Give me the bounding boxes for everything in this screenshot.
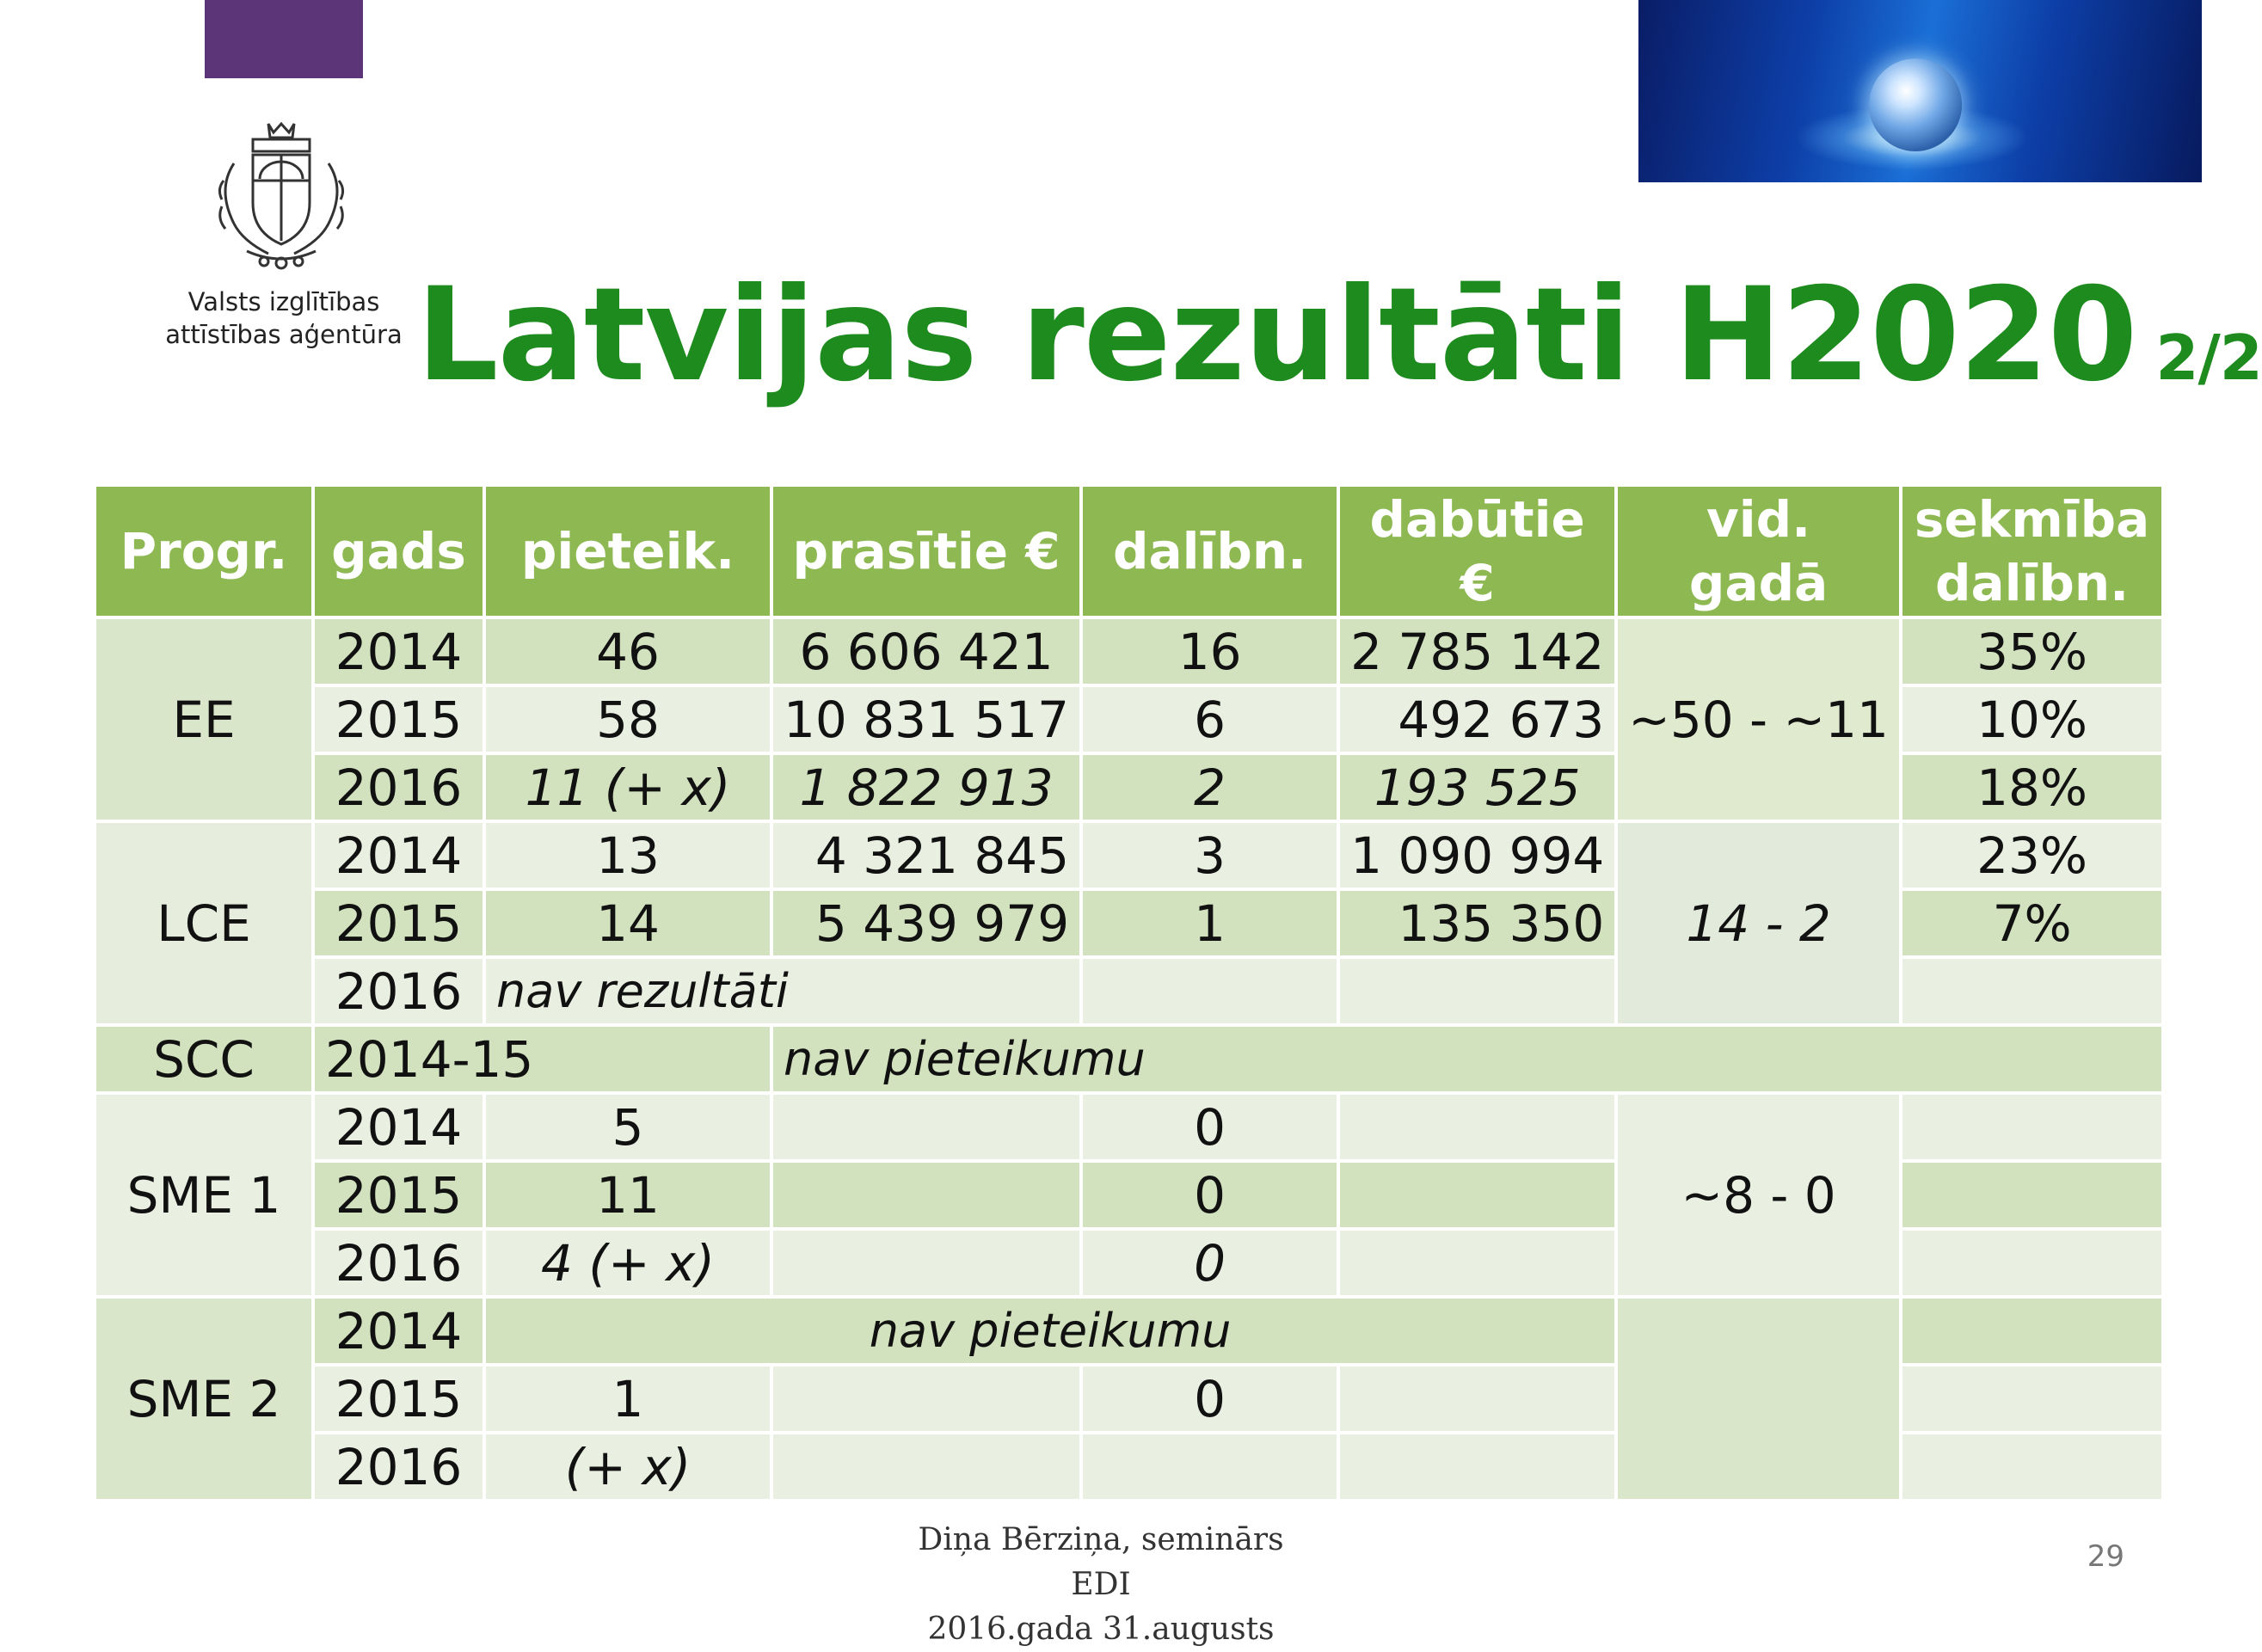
pieteik-cell: 14 [486, 891, 770, 955]
dalibn-cell: 16 [1083, 619, 1337, 684]
vid-gada-lce: 14 - 2 [1618, 823, 1899, 1023]
table-row [96, 1027, 2161, 1091]
prasitie-cell: 6 606 421 [773, 619, 1079, 684]
sekmiba-cell: 18% [1902, 755, 2161, 820]
program-ee: EE [96, 619, 311, 820]
dalibn-cell: 3 [1083, 823, 1337, 887]
program-sme2: SME 2 [96, 1299, 311, 1499]
empty-cell [1902, 959, 2161, 1023]
table-row [96, 823, 2161, 887]
empty-cell [773, 1163, 1079, 1227]
year-cell: 2015 [315, 891, 483, 955]
pieteik-cell: 1 [486, 1366, 770, 1431]
dabutie-cell: 135 350 [1340, 891, 1614, 955]
header-dabutie: dabūtie € [1340, 487, 1614, 616]
table-row [96, 619, 2161, 684]
page-number: 29 [2087, 1539, 2124, 1574]
title-main: Latvijas rezultāti H2020 [416, 261, 2137, 410]
agency-name-line2: attīstības aģentūra [165, 320, 403, 349]
program-sme1: SME 1 [96, 1095, 311, 1295]
year-cell: 2016 [315, 755, 483, 820]
title-sub: 2/2 [2155, 322, 2262, 394]
results-table [93, 483, 2165, 1502]
header-sekmiba-line2: dalībn. [1934, 554, 2130, 612]
pieteik-cell: (+ x) [486, 1434, 770, 1499]
year-cell: 2015 [315, 687, 483, 752]
year-cell: 2014 [315, 619, 483, 684]
coat-of-arms-icon [200, 112, 363, 275]
dalibn-cell: 2 [1083, 755, 1337, 820]
empty-cell [1902, 1163, 2161, 1227]
dabutie-cell: 193 525 [1340, 755, 1614, 820]
year-cell: 2016 [315, 1434, 483, 1499]
empty-cell [1902, 1434, 2161, 1499]
header-gads: gads [315, 487, 483, 616]
empty-cell [1340, 1231, 1614, 1295]
agency-name-line1: Valsts izglītības [187, 287, 380, 316]
pieteik-cell: 11 (+ x) [486, 755, 770, 820]
sekmiba-cell: 23% [1902, 823, 2161, 887]
empty-cell [1340, 1434, 1614, 1499]
empty-cell [1340, 959, 1614, 1023]
footer-date: 2016.gada 31.augusts [927, 1612, 1275, 1647]
dalibn-cell: 1 [1083, 891, 1337, 955]
pieteik-cell: 46 [486, 619, 770, 684]
header-prog: Progr. [96, 487, 311, 616]
header-prasitie: prasītie € [773, 487, 1079, 616]
empty-cell [773, 1231, 1079, 1295]
empty-cell [1083, 1434, 1337, 1499]
dalibn-cell: 6 [1083, 687, 1337, 752]
empty-cell [773, 1366, 1079, 1431]
empty-cell [773, 1095, 1079, 1159]
empty-cell [1902, 1299, 2161, 1363]
year-cell: 2014 [315, 823, 483, 887]
prasitie-cell: 1 822 913 [773, 755, 1079, 820]
header-pieteik: pieteik. [486, 487, 770, 616]
header-dalibn: dalībn. [1083, 487, 1337, 616]
program-scc: SCC [96, 1027, 311, 1091]
year-cell: 2015 [315, 1163, 483, 1227]
note-cell: nav pieteikumu [773, 1027, 2161, 1091]
year-cell: 2014 [315, 1095, 483, 1159]
year-cell: 2016 [315, 959, 483, 1023]
pieteik-cell: 5 [486, 1095, 770, 1159]
note-cell: nav rezultāti [486, 959, 1079, 1023]
program-lce: LCE [96, 823, 311, 1023]
header-banner-image [1638, 0, 2202, 182]
dalibn-cell: 0 [1083, 1366, 1337, 1431]
header-sekmiba-line1: sekmība [1914, 490, 2150, 549]
table-row [96, 1095, 2161, 1159]
vid-gada-ee: ~50 - ~11 [1618, 619, 1899, 820]
pieteik-cell: 58 [486, 687, 770, 752]
empty-cell [1902, 1366, 2161, 1431]
year-cell: 2015 [315, 1366, 483, 1431]
pieteik-cell: 11 [486, 1163, 770, 1227]
year-cell: 2014-15 [315, 1027, 770, 1091]
page-title [416, 258, 2262, 435]
empty-cell [773, 1434, 1079, 1499]
table-row [96, 1299, 2161, 1363]
pieteik-cell: 4 (+ x) [486, 1231, 770, 1295]
dabutie-cell: 2 785 142 [1340, 619, 1614, 684]
crystal-orb-icon [1869, 58, 1962, 151]
agency-logo [155, 105, 413, 363]
prasitie-cell: 10 831 517 [773, 687, 1079, 752]
header-sekmiba [1902, 487, 2161, 616]
empty-cell [1340, 1366, 1614, 1431]
dalibn-cell: 0 [1083, 1095, 1337, 1159]
empty-cell [1902, 1095, 2161, 1159]
header-row [96, 487, 2161, 616]
dalibn-cell: 0 [1083, 1231, 1337, 1295]
sekmiba-cell: 10% [1902, 687, 2161, 752]
empty-cell [1902, 1231, 2161, 1295]
sekmiba-cell: 7% [1902, 891, 2161, 955]
vid-gada-sme1: ~8 - 0 [1618, 1095, 1899, 1295]
sekmiba-cell: 35% [1902, 619, 2161, 684]
empty-cell [1083, 959, 1337, 1023]
year-cell: 2016 [315, 1231, 483, 1295]
purple-accent-block [205, 0, 363, 78]
note-cell: nav pieteikumu [486, 1299, 1614, 1363]
dalibn-cell: 0 [1083, 1163, 1337, 1227]
footer-credit [894, 1518, 1307, 1652]
prasitie-cell: 5 439 979 [773, 891, 1079, 955]
empty-cell [1340, 1163, 1614, 1227]
year-cell: 2014 [315, 1299, 483, 1363]
vid-gada-sme2 [1618, 1299, 1899, 1499]
prasitie-cell: 4 321 845 [773, 823, 1079, 887]
footer-author: Diņa Bērziņa, seminārs EDI [918, 1522, 1284, 1602]
dabutie-cell: 1 090 994 [1340, 823, 1614, 887]
pieteik-cell: 13 [486, 823, 770, 887]
dabutie-cell: 492 673 [1340, 687, 1614, 752]
empty-cell [1340, 1095, 1614, 1159]
header-vid: vid. gadā [1618, 487, 1899, 616]
